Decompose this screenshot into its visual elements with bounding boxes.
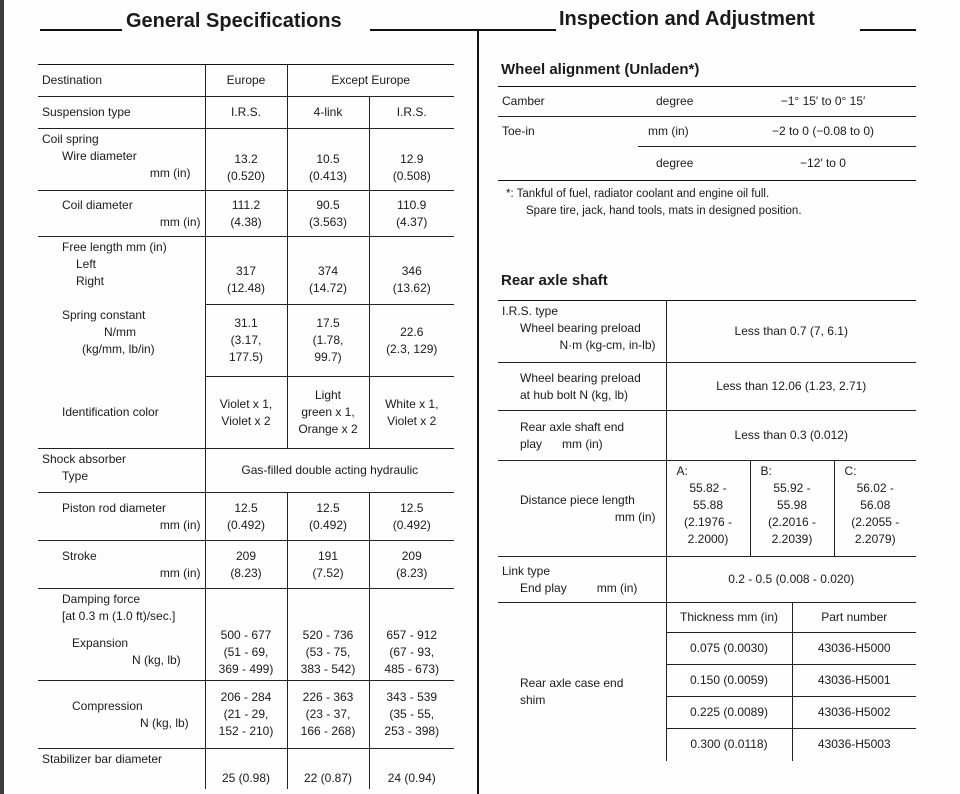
wheel-alignment-title: Wheel alignment (Unladen*) (501, 61, 700, 78)
link-end-play (502, 580, 662, 597)
value-line: 56.08 (860, 498, 891, 512)
coil-spring-label: Coil spring (42, 132, 99, 146)
stroke-unit: mm (in) (159, 565, 201, 580)
shock-type-value: Gas-filled double acting hydraulic (205, 449, 454, 493)
stabilizer-value: 22 (0.87) (287, 749, 369, 789)
value-line: (53 - 75, (305, 645, 351, 659)
compression-text: Compression (72, 698, 143, 713)
value-line: (3.17, (230, 333, 262, 347)
value-line: Orange x 2 (298, 422, 358, 436)
value-line: 209 (235, 548, 257, 563)
value-line: 55.88 (692, 498, 724, 512)
value-line: (51 - 69, (223, 645, 269, 659)
unladen-note-line2: Spare tire, jack, hand tools, mats in designed position. (526, 205, 802, 217)
value-line: C: (844, 464, 857, 478)
spring-constant-label (38, 305, 205, 377)
value-line: (1.78, (312, 333, 344, 347)
value-line: 369 - 499) (218, 662, 274, 676)
value-line: (8.23) (396, 565, 428, 580)
value-line: (23 - 37, (305, 707, 351, 721)
piston-rod-label (38, 493, 205, 541)
compression-value (287, 681, 369, 749)
coil-diameter-value (205, 191, 287, 237)
end-play-play-text: play (520, 436, 543, 451)
end-play-text: Rear axle shaft end (520, 419, 625, 434)
wire-diameter-value (205, 129, 287, 191)
europe-header: Europe (205, 65, 287, 97)
value-line: (4.38) (230, 214, 262, 229)
value-line: (0.492) (226, 517, 266, 532)
value-line: 55.92 - (773, 481, 811, 495)
shim-thickness: 0.150 (0.0059) (666, 665, 792, 697)
value-line: 226 - 363 (302, 690, 354, 704)
shim-part: 43036-H5000 (792, 633, 916, 665)
stroke-value (205, 541, 287, 589)
coil-diameter-label (38, 191, 205, 237)
value-line: Violet x 1, (219, 396, 273, 411)
value-line: 110.9 (397, 197, 427, 212)
shim-thickness: 0.075 (0.0030) (666, 633, 792, 665)
value-line: 177.5) (228, 350, 264, 364)
distance-piece-a (666, 461, 750, 557)
wire-diameter-value (287, 129, 369, 191)
destination-label: Destination (38, 65, 205, 97)
value-line: B: (760, 464, 772, 478)
title-rule-mid (370, 29, 556, 31)
value-line: 191 (317, 548, 339, 563)
coil-diameter-value (287, 191, 369, 237)
wire-diameter-value (369, 129, 454, 191)
shock-absorber-label (38, 449, 205, 493)
spring-constant-text: Spring constant (62, 307, 146, 322)
coil-diameter-value (369, 191, 454, 237)
stabilizer-label: Stabilizer bar diameter (38, 749, 205, 789)
shim-part: 43036-H5002 (792, 697, 916, 729)
distance-piece-b (750, 461, 834, 557)
link-type-text: Link type (502, 563, 551, 578)
toe-in-unit-degree: degree (638, 147, 730, 181)
value-line: (2.2016 - (767, 515, 817, 529)
spring-constant-unit2: (kg/mm, lb/in) (82, 341, 155, 356)
piston-rod-value (369, 493, 454, 541)
value-line: A: (676, 464, 688, 478)
value-line: green x 1, (301, 405, 355, 419)
suspension-type-label: Suspension type (38, 97, 205, 129)
stabilizer-value: 24 (0.94) (369, 749, 454, 789)
camber-value: −1° 15′ to 0° 15′ (730, 87, 916, 117)
identification-color-value (287, 377, 369, 449)
value-line: 12.5 (400, 500, 424, 515)
expansion-value (205, 589, 287, 681)
value-line: (0.520) (226, 168, 266, 183)
value-line: Light (314, 388, 342, 402)
value-line: 343 - 539 (386, 690, 438, 704)
stroke-value (287, 541, 369, 589)
value-line: 520 - 736 (302, 628, 354, 642)
wire-diameter-label (38, 129, 205, 191)
value-line: White x 1, (385, 396, 439, 411)
value-line: 111.2 (231, 197, 261, 212)
stroke-value (369, 541, 454, 589)
value-line: 12.5 (234, 500, 258, 515)
value-line: Violet x 2 (221, 413, 271, 428)
free-length-value (287, 237, 369, 305)
piston-rod-value (205, 493, 287, 541)
damping-force-sub: [at 0.3 m (1.0 ft)/sec.] (62, 609, 176, 623)
toe-in-value-mm: −2 to 0 (−0.08 to 0) (730, 117, 916, 147)
value-line: 2.2079) (854, 532, 896, 546)
value-line: 13.2 (234, 151, 258, 166)
wheel-bearing-hub-text: Wheel bearing preload (520, 370, 641, 385)
camber-label: Camber (498, 87, 638, 117)
compression-label (38, 681, 205, 749)
distance-piece-text: Distance piece length (520, 492, 635, 507)
general-specifications-table (38, 64, 454, 789)
shock-type-label: Type (62, 469, 89, 483)
value-line: 17.5 (316, 316, 340, 330)
value-line: (13.62) (392, 280, 431, 295)
value-line: (2.3, 129) (386, 341, 438, 356)
spring-constant-unit: N/mm (104, 324, 136, 339)
piston-rod-text: Piston rod diameter (62, 500, 167, 515)
distance-piece-label (498, 461, 666, 557)
value-line: 209 (401, 548, 422, 563)
end-play-play (502, 436, 662, 453)
value-line: 55.98 (776, 498, 808, 512)
value-line: 374 (317, 263, 339, 278)
value-line: (12.48) (226, 280, 266, 295)
wheel-bearing-preload-text: Wheel bearing preload (520, 321, 641, 335)
end-play-value: Less than 0.3 (0.012) (666, 411, 916, 461)
compression-value (205, 681, 287, 749)
free-length-value (369, 237, 454, 305)
value-line: 317 (235, 263, 257, 278)
irs-type-label: I.R.S. type (502, 304, 559, 318)
value-line: (21 - 29, (223, 707, 269, 721)
wheel-bearing-hub-value: Less than 12.06 (1.23, 2.71) (666, 363, 916, 411)
value-line: 2.2039) (771, 532, 813, 546)
value-line: 10.5 (316, 151, 340, 166)
shim-thickness-header: Thickness mm (in) (666, 603, 792, 633)
value-line: 55.82 - (689, 481, 727, 495)
rear-axle-shaft-title: Rear axle shaft (501, 272, 608, 289)
compression-unit: N (kg, lb) (140, 715, 189, 730)
shim-part: 43036-H5001 (792, 665, 916, 697)
suspension-value: 4-link (287, 97, 369, 129)
value-line: 383 - 542) (300, 662, 356, 676)
value-line: 206 - 284 (220, 690, 272, 704)
value-line: (0.492) (308, 517, 348, 532)
value-line: (3.563) (308, 214, 348, 229)
value-line: 346 (401, 263, 422, 278)
wheel-bearing-hub-unit: at hub bolt N (kg, lb) (520, 387, 629, 402)
title-rule-left (40, 29, 122, 31)
value-line: 22.6 (400, 324, 424, 339)
toe-in-unit-mm: mm (in) (638, 117, 730, 147)
value-line: 500 - 677 (220, 628, 272, 642)
suspension-value: I.R.S. (369, 97, 454, 129)
end-play-label (498, 411, 666, 461)
coil-diameter-unit: mm (in) (159, 214, 201, 229)
shim-label-text2: shim (520, 692, 546, 707)
link-type-label (498, 557, 666, 603)
shim-part-header: Part number (792, 603, 916, 633)
expansion-value (287, 589, 369, 681)
damping-expansion-label (38, 589, 205, 681)
wheel-bearing-hub-label (498, 363, 666, 411)
value-line: (2.2055 - (851, 515, 900, 529)
value-line: 31.1 (234, 316, 258, 330)
shock-absorber-text: Shock absorber (42, 452, 127, 466)
spring-constant-value (205, 305, 287, 377)
title-rule-right (860, 29, 916, 31)
unladen-note-line1: *: Tankful of fuel, radiator coolant and engine oil full. (506, 188, 770, 200)
value-line: (0.492) (392, 517, 431, 532)
value-line: 12.5 (316, 500, 340, 515)
inspection-adjustment-title: Inspection and Adjustment (559, 8, 815, 30)
camber-unit: degree (638, 87, 730, 117)
value-line: (67 - 93, (389, 645, 435, 659)
piston-rod-unit: mm (in) (159, 517, 201, 532)
value-line: 152 - 210) (218, 724, 274, 738)
value-line: 253 - 398) (384, 724, 440, 738)
value-line: 90.5 (316, 197, 340, 212)
shim-thickness: 0.300 (0.0118) (666, 729, 792, 761)
wheel-bearing-preload-label (498, 301, 666, 363)
identification-color-value (369, 377, 454, 449)
shim-thickness: 0.225 (0.0089) (666, 697, 792, 729)
suspension-value: I.R.S. (205, 97, 287, 129)
stroke-text: Stroke (62, 548, 97, 563)
value-line: (0.508) (392, 168, 431, 183)
rear-axle-shaft-table (498, 300, 916, 761)
wheel-alignment-table (498, 86, 916, 181)
except-europe-header: Except Europe (287, 65, 454, 97)
stabilizer-value: 25 (0.98) (205, 749, 287, 789)
page-edge (0, 0, 4, 794)
compression-value (369, 681, 454, 749)
value-line: (35 - 55, (389, 707, 435, 721)
value-line: (2.1976 - (683, 515, 733, 529)
piston-rod-value (287, 493, 369, 541)
wheel-bearing-preload-value: Less than 0.7 (7, 6.1) (666, 301, 916, 363)
link-end-play-unit: mm (in) (596, 580, 638, 595)
coil-diameter-text: Coil diameter (62, 197, 133, 212)
distance-piece-c (834, 461, 916, 557)
value-line: (7.52) (312, 565, 344, 580)
value-line: 485 - 673) (384, 662, 440, 676)
general-specifications-title: General Specifications (126, 10, 342, 32)
wire-diameter-unit: mm (in) (149, 166, 191, 180)
identification-color-label: Identification color (62, 404, 159, 419)
value-line: 657 - 912 (386, 628, 438, 642)
expansion-value (369, 589, 454, 681)
value-line: 2.2000) (687, 532, 729, 546)
end-play-unit: mm (in) (562, 436, 603, 451)
link-end-play-value: 0.2 - 0.5 (0.008 - 0.020) (666, 557, 916, 603)
unladen-note (506, 186, 802, 220)
stroke-label (38, 541, 205, 589)
link-end-play-text: End play (520, 580, 567, 595)
toe-in-label: Toe-in (498, 117, 638, 147)
left-label: Left (76, 257, 97, 271)
toe-in-value-degree: −12′ to 0 (730, 147, 916, 181)
free-length-text: Free length mm (in) (62, 240, 167, 254)
expansion-unit: N (kg, lb) (132, 653, 181, 667)
toe-in-blank (498, 147, 638, 181)
damping-force-text: Damping force (62, 592, 141, 606)
value-line: 12.9 (400, 151, 424, 166)
value-line: (4.37) (396, 214, 428, 229)
value-line: Violet x 2 (387, 413, 437, 428)
free-length-label (38, 237, 205, 305)
wheel-bearing-preload-unit: N·m (kg-cm, in-lb) (559, 338, 656, 352)
spring-constant-value (369, 305, 454, 377)
value-line: (0.413) (308, 168, 348, 183)
wire-diameter-text: Wire diameter (62, 149, 137, 163)
spring-constant-value (287, 305, 369, 377)
column-divider (477, 30, 479, 794)
expansion-text: Expansion (72, 636, 129, 650)
free-length-value (205, 237, 287, 305)
shim-part: 43036-H5003 (792, 729, 916, 761)
distance-piece-unit: mm (in) (614, 509, 656, 524)
value-line: 166 - 268) (300, 724, 356, 738)
alignment-bottom-rule (498, 181, 916, 182)
value-line: (8.23) (230, 565, 262, 580)
value-line: (14.72) (308, 280, 348, 295)
shim-label-text: Rear axle case end (520, 675, 624, 690)
right-label: Right (76, 274, 105, 288)
shim-label (498, 603, 666, 761)
value-line: 56.02 - (856, 481, 894, 495)
identification-color-value (205, 377, 287, 449)
value-line: 99.7) (314, 350, 342, 364)
